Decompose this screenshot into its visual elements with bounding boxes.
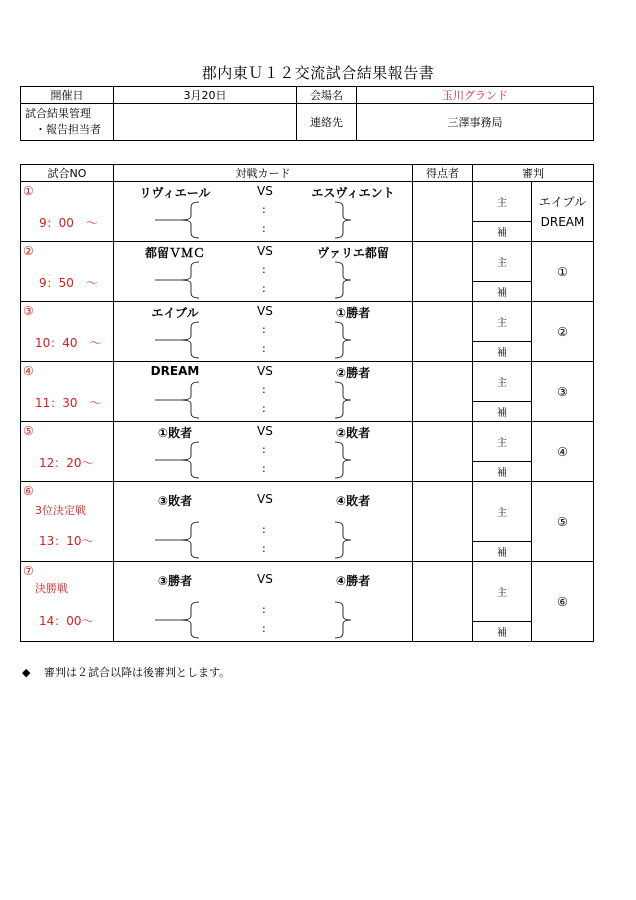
away-team: ④敗者 — [335, 494, 371, 508]
vs-label: VS — [257, 244, 273, 258]
match-card — [114, 562, 413, 642]
home-team: ①敗者 — [157, 426, 193, 440]
score-colon: : — [262, 383, 266, 396]
score-colon: : — [262, 263, 266, 276]
info-table — [20, 86, 594, 141]
game-number: ② — [23, 244, 34, 258]
match-card — [114, 362, 413, 422]
game-time: 12：20～ — [39, 456, 94, 470]
ref-sub-label: 補 — [473, 622, 532, 642]
scorer-cell — [413, 422, 473, 482]
game-number: ④ — [23, 364, 34, 378]
score-colon: : — [262, 282, 266, 295]
score-colon: : — [262, 443, 266, 456]
home-team: リヴィエール — [139, 186, 211, 200]
scorer-cell — [413, 362, 473, 422]
score-colon: : — [262, 342, 266, 355]
ref-sub-label: 補 — [473, 282, 532, 302]
game-no-cell — [21, 362, 114, 422]
match-card — [114, 482, 413, 562]
header-no: 試合NO — [21, 165, 114, 182]
score-colon: : — [262, 523, 266, 536]
ref-sub-label: 補 — [473, 222, 532, 242]
vs-label: VS — [257, 184, 273, 198]
ref-main-label: 主 — [473, 482, 532, 542]
home-team: ③勝者 — [157, 574, 193, 588]
ref-main-label: 主 — [473, 362, 532, 402]
game-label: 3位決定戦 — [35, 504, 86, 517]
page-title: 郡内東Ｕ１２交流試合結果報告書 — [201, 64, 435, 82]
game-no-cell — [21, 482, 114, 562]
date-value: 3月20日 — [114, 87, 297, 104]
game-number: ⑦ — [23, 564, 34, 578]
score-colon: : — [262, 222, 266, 235]
ref-sub-label: 補 — [473, 462, 532, 482]
game-time: 11：30 ～ — [35, 396, 102, 410]
game-no-cell — [21, 562, 114, 642]
games-table — [20, 164, 594, 642]
scorer-cell — [413, 242, 473, 302]
scorer-cell — [413, 482, 473, 562]
manager-label — [21, 104, 114, 141]
ref-main-label: 主 — [473, 422, 532, 462]
scorer-cell — [413, 182, 473, 242]
ref-main-label: 主 — [473, 182, 532, 222]
ref-main-label: 主 — [473, 242, 532, 282]
date-label: 開催日 — [21, 87, 114, 104]
ref-sub-label: 補 — [473, 542, 532, 562]
game-time: 9：00 ～ — [39, 216, 98, 230]
home-team: エイブル — [151, 306, 199, 320]
ref-assign: ② — [532, 302, 594, 362]
game-no-cell — [21, 182, 114, 242]
away-team: ヴァリエ都留 — [317, 246, 389, 260]
home-team: ③敗者 — [157, 494, 193, 508]
vs-label: VS — [257, 492, 273, 506]
game-time: 10：40 ～ — [35, 336, 102, 350]
ref-sub-label: 補 — [473, 402, 532, 422]
manager-label-line-1: 試合結果管理 — [25, 107, 91, 120]
vs-label: VS — [257, 304, 273, 318]
vs-label: VS — [257, 364, 273, 378]
vs-label: VS — [257, 572, 273, 586]
scorer-cell — [413, 302, 473, 362]
score-colon: : — [262, 542, 266, 555]
home-team: DREAM — [150, 364, 200, 378]
manager-label-line-2: ・報告担当者 — [35, 123, 101, 136]
game-time: 14：00～ — [39, 614, 94, 628]
scorer-cell — [413, 562, 473, 642]
home-team: 都留ＶＭＣ — [144, 246, 206, 260]
score-colon: : — [262, 402, 266, 415]
ref-assign: ⑥ — [532, 562, 594, 642]
score-colon: : — [262, 323, 266, 336]
game-number: ⑤ — [23, 424, 34, 438]
game-number: ① — [23, 184, 34, 198]
diamond-bullet-icon: ◆ — [22, 666, 31, 679]
manager-value — [114, 104, 297, 141]
match-card — [114, 182, 413, 242]
contact-value: 三澤事務局 — [357, 104, 594, 141]
ref-assign: ① — [532, 242, 594, 302]
footnote — [22, 664, 230, 680]
game-time: 13：10～ — [39, 534, 94, 548]
score-colon: : — [262, 462, 266, 475]
ref-assign: ④ — [532, 422, 594, 482]
away-team: ①勝者 — [335, 306, 371, 320]
ref-sub-label: 補 — [473, 342, 532, 362]
ref-assign: エイブル DREAM — [532, 182, 594, 242]
away-team: エスヴィエント — [311, 186, 395, 200]
footnote-text: 審判は２試合以降は後審判とします。 — [43, 666, 231, 679]
ref-main-label: 主 — [473, 302, 532, 342]
venue-label: 会場名 — [297, 87, 357, 104]
game-no-cell — [21, 422, 114, 482]
header-card: 対戦カード — [114, 165, 413, 182]
away-team: ②敗者 — [335, 426, 371, 440]
match-card — [114, 422, 413, 482]
header-score: 得点者 — [413, 165, 473, 182]
venue-value: 玉川グランド — [357, 87, 594, 104]
game-no-cell — [21, 302, 114, 362]
away-team: ②勝者 — [335, 366, 371, 380]
vs-label: VS — [257, 424, 273, 438]
away-team: ④勝者 — [335, 574, 371, 588]
contact-label: 連絡先 — [297, 104, 357, 141]
match-card — [114, 242, 413, 302]
score-colon: : — [262, 603, 266, 616]
ref-assign: ③ — [532, 362, 594, 422]
score-colon: : — [262, 622, 266, 635]
game-no-cell — [21, 242, 114, 302]
ref-main-label: 主 — [473, 562, 532, 622]
game-number: ③ — [23, 304, 34, 318]
header-referee: 審判 — [473, 165, 594, 182]
game-number: ⑥ — [23, 484, 34, 498]
game-label: 決勝戦 — [35, 582, 68, 595]
match-card — [114, 302, 413, 362]
game-time: 9：50 ～ — [39, 276, 98, 290]
score-colon: : — [262, 203, 266, 216]
ref-assign: ⑤ — [532, 482, 594, 562]
